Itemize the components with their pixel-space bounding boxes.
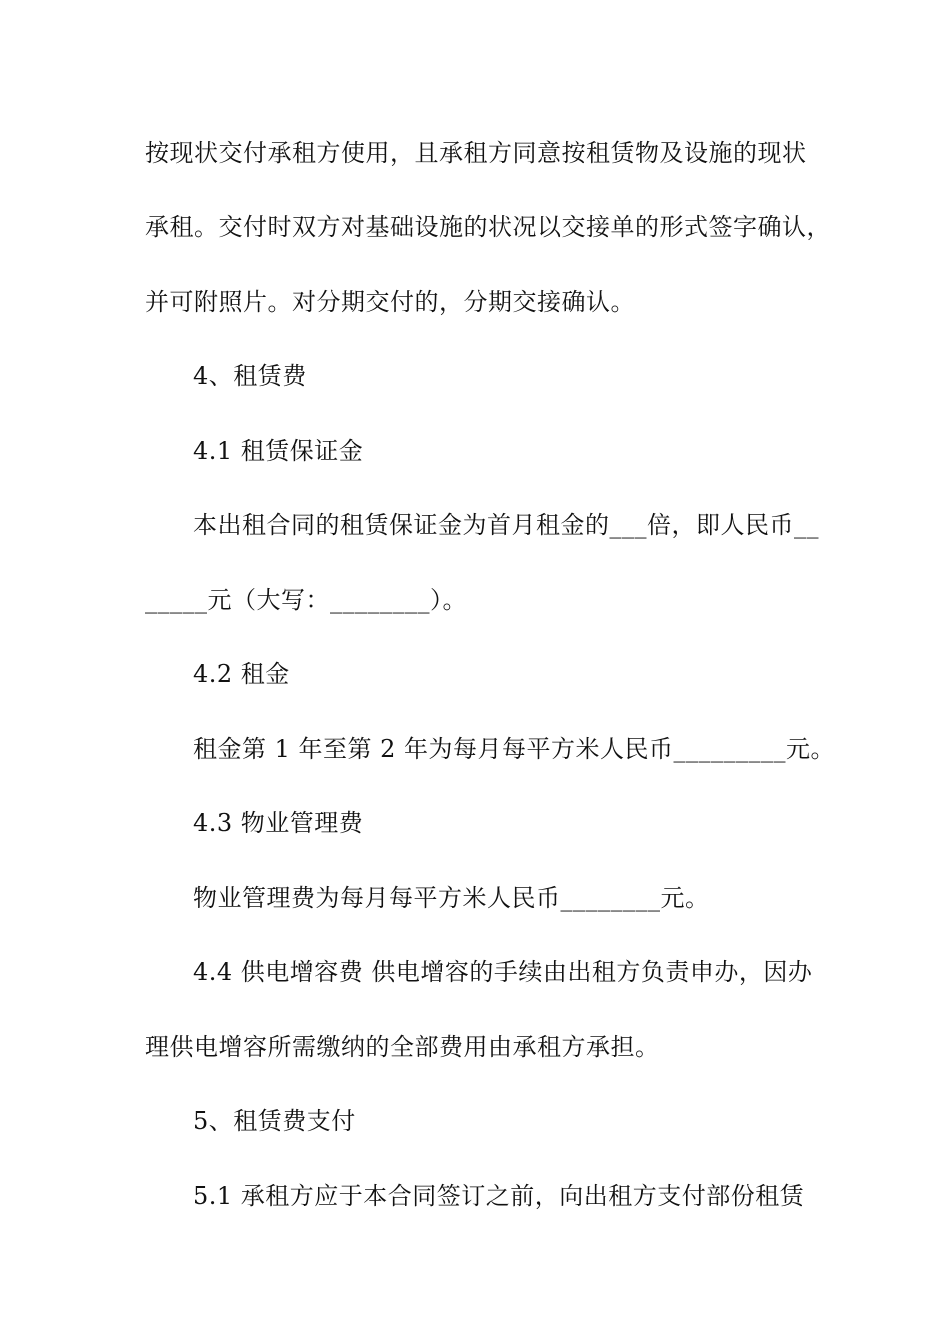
paragraph-line: 租金第 1 年至第 2 年为每月每平方米人民币_________元。 xyxy=(193,735,836,763)
section-heading: 4、租赁费 xyxy=(193,362,307,390)
paragraph-line: 本出租合同的租赁保证金为首月租金的___倍，即人民币__ xyxy=(193,511,819,539)
subsection-heading: 4.1 租赁保证金 xyxy=(193,437,364,465)
subsection-heading: 4.2 租金 xyxy=(193,660,290,688)
paragraph-line: 5.1 承租方应于本合同签订之前，向出租方支付部份租赁 xyxy=(193,1182,805,1210)
subsection-heading: 4.3 物业管理费 xyxy=(193,809,364,837)
paragraph-line: 按现状交付承租方使用，且承租方同意按租赁物及设施的现状 xyxy=(145,139,807,167)
section-heading: 5、租赁费支付 xyxy=(193,1107,356,1135)
paragraph-line: 物业管理费为每月每平方米人民币________元。 xyxy=(193,884,710,912)
paragraph-line: 并可附照片。对分期交付的，分期交接确认。 xyxy=(145,288,635,316)
paragraph-line: 4.4 供电增容费 供电增容的手续由出租方负责申办，因办 xyxy=(193,958,813,986)
paragraph-line: 承租。交付时双方对基础设施的状况以交接单的形式签字确认， xyxy=(145,213,831,241)
paragraph-line: 理供电增容所需缴纳的全部费用由承租方承担。 xyxy=(145,1033,660,1061)
paragraph-line: _____元（大写：________）。 xyxy=(145,586,467,614)
